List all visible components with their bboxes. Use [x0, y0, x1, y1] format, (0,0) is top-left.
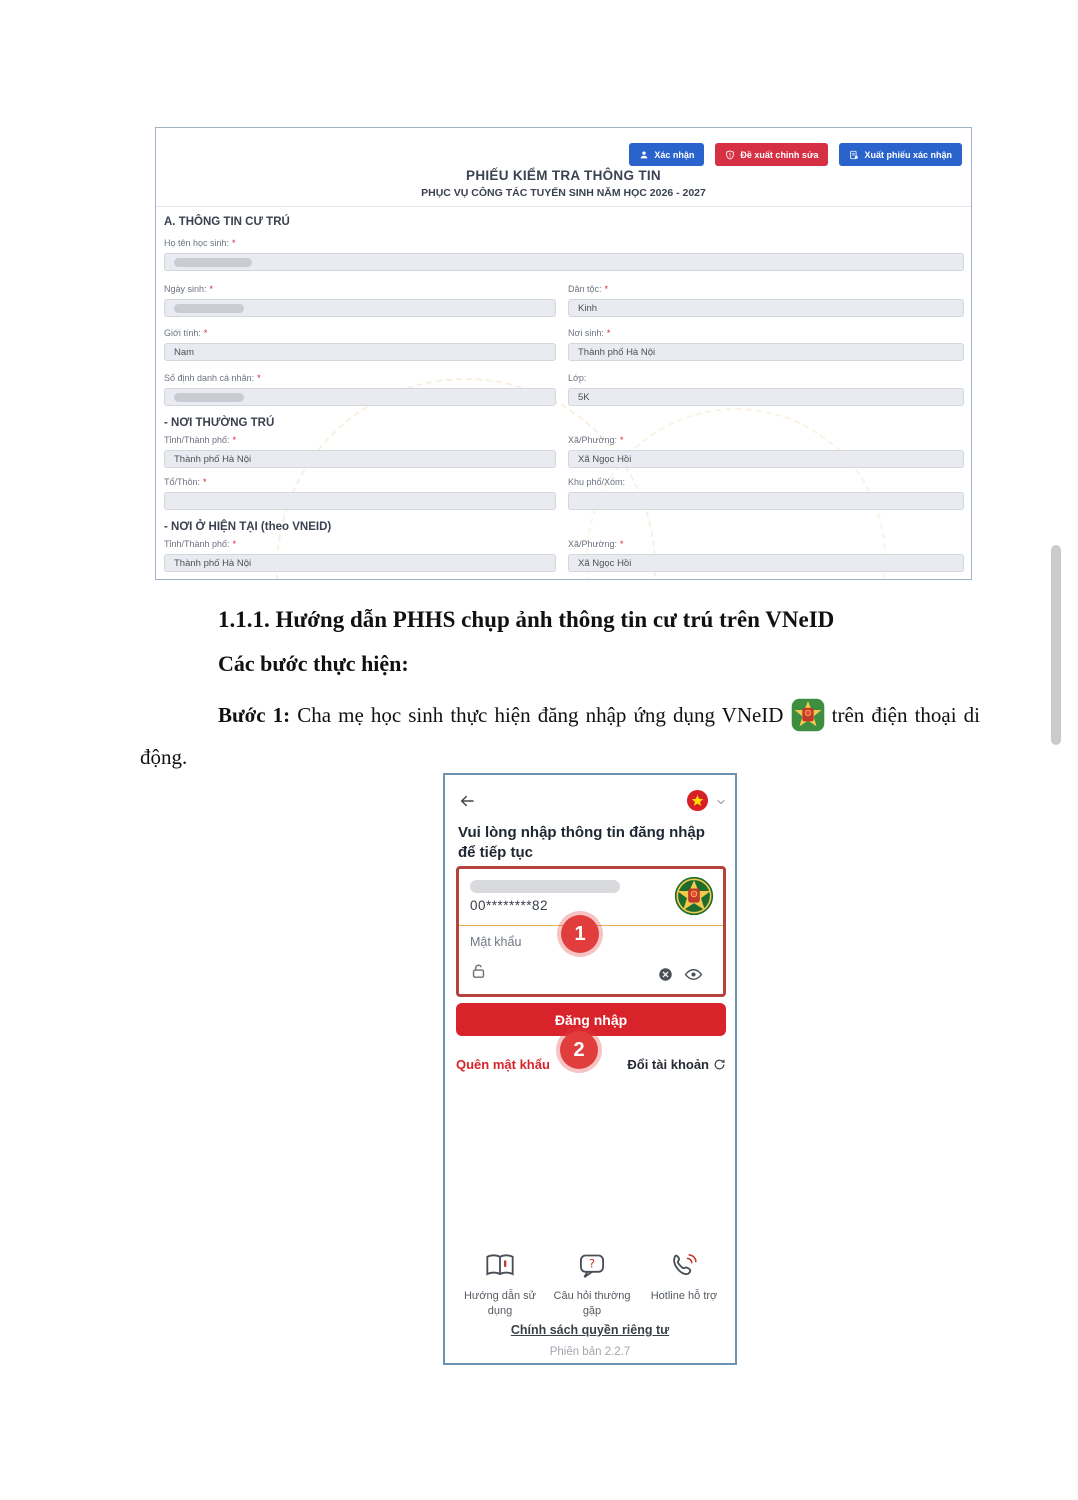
scrollbar-thumb[interactable]	[1051, 545, 1061, 745]
login-prompt: Vui lòng nhập thông tin đăng nhập để tiếp tục	[458, 824, 705, 861]
redacted-value	[174, 258, 252, 267]
field-label: Giới tính: *	[164, 328, 208, 338]
confirm-button[interactable]	[629, 143, 704, 166]
step1-label: Bước 1:	[218, 703, 291, 727]
section-permanent-header: - NƠI THƯỜNG TRÚ	[164, 417, 275, 429]
noi-sinh-input[interactable]: Thành phố Hà Nội	[568, 343, 964, 361]
annotation-badge-1: 1	[561, 915, 599, 953]
phone-footer	[459, 1253, 725, 1319]
vietnam-flag-icon	[686, 789, 709, 812]
question-bubble-icon	[578, 1253, 606, 1279]
back-button[interactable]	[458, 792, 476, 815]
divider	[156, 206, 971, 207]
export-slip-button-label: Xuất phiếu xác nhận	[864, 149, 952, 160]
form-subtitle: PHỤC VỤ CÔNG TÁC TUYỂN SINH NĂM HỌC 2026 - 2027	[421, 187, 706, 199]
suggest-edit-button-label: Đề xuất chỉnh sửa	[740, 149, 819, 160]
annotation-box-credentials	[456, 866, 726, 997]
section-a-header: A. THÔNG TIN CƯ TRÚ	[164, 216, 290, 228]
login-button[interactable]: Đăng nhập	[456, 1003, 726, 1036]
export-slip-button[interactable]	[839, 143, 962, 166]
vneid-app-icon	[791, 698, 825, 732]
section-current-header: - NƠI Ở HIỆN TẠI (theo VNEID)	[164, 521, 332, 533]
clear-input-icon[interactable]	[658, 967, 673, 987]
hotline-item[interactable]: Hotline hỗ trợ	[643, 1253, 725, 1319]
gioi-tinh-input[interactable]: Nam	[164, 343, 556, 361]
switch-account-link[interactable]: Đổi tài khoản	[627, 1057, 726, 1072]
field-label: Lớp:	[568, 373, 587, 383]
dan-toc-input[interactable]: Kinh	[568, 299, 964, 317]
form-toolbar	[629, 143, 962, 166]
section-heading: 1.1.1. Hướng dẫn PHHS chụp ảnh thông tin cư trú trên VNeID	[218, 607, 835, 632]
step1-paragraph: Bước 1: Cha mẹ học sinh thực hiện đăng nhập ứng dụng VNeID trên điện thoại di động.	[140, 694, 980, 778]
khu-pho-input[interactable]	[568, 492, 964, 510]
pt-xa-input[interactable]: Xã Ngọc Hồi	[568, 450, 964, 468]
chevron-down-icon[interactable]	[715, 795, 727, 813]
suggest-edit-button[interactable]	[715, 143, 828, 166]
phone-hotline-icon	[670, 1253, 698, 1279]
ho-ten-input[interactable]	[164, 253, 964, 271]
field-label: Số định danh cá nhân: *	[164, 373, 261, 383]
ngay-sinh-input[interactable]	[164, 299, 556, 317]
show-password-icon[interactable]	[684, 965, 703, 989]
export-document-icon	[849, 150, 859, 160]
form-screenshot	[155, 127, 972, 580]
person-icon	[639, 150, 649, 160]
user-guide-item[interactable]: Hướng dẫn sử dụng	[459, 1253, 541, 1319]
redacted-value	[174, 304, 244, 313]
annotation-badge-2: 2	[560, 1031, 598, 1069]
ct-xa-input[interactable]: Xã Ngọc Hồi	[568, 554, 964, 572]
field-label: Tỉnh/Thành phố: *	[164, 539, 237, 549]
vneid-logo-icon	[674, 876, 714, 921]
watermark-arc	[465, 773, 715, 805]
field-label: Ngày sinh: *	[164, 284, 214, 294]
to-thon-input[interactable]	[164, 492, 556, 510]
language-flag-button[interactable]	[686, 789, 709, 817]
field-label: Tỉnh/Thành phố: *	[164, 435, 237, 445]
field-label: Xã/Phường: *	[568, 539, 624, 549]
shield-alert-icon	[725, 150, 735, 160]
vneid-login-screenshot	[443, 773, 737, 1365]
redacted-name	[470, 880, 620, 893]
field-label: Xã/Phường: *	[568, 435, 624, 445]
refresh-icon	[713, 1058, 726, 1071]
redacted-value	[174, 393, 244, 402]
so-dinh-danh-input[interactable]	[164, 388, 556, 406]
field-label: Họ tên học sinh: *	[164, 238, 236, 248]
ct-tinh-input[interactable]: Thành phố Hà Nội	[164, 554, 556, 572]
field-label: Nơi sinh: *	[568, 328, 611, 338]
confirm-button-label: Xác nhận	[654, 149, 695, 160]
lock-icon	[470, 963, 487, 985]
masked-identifier: 00********82	[470, 898, 549, 913]
field-label: Dân tộc: *	[568, 284, 609, 294]
back-arrow-icon	[458, 792, 476, 810]
lop-input[interactable]: 5K	[568, 388, 964, 406]
forgot-password-link[interactable]: Quên mật khẩu	[456, 1057, 550, 1072]
book-icon	[485, 1253, 515, 1279]
privacy-policy-link[interactable]: Chính sách quyền riêng tư	[510, 1323, 670, 1337]
svg-text:?: ?	[588, 1256, 596, 1271]
faq-item[interactable]: ? Câu hỏi thường gặp	[551, 1253, 633, 1319]
password-label: Mật khẩu	[470, 935, 522, 949]
steps-subheading: Các bước thực hiện:	[218, 651, 409, 676]
form-title: PHIẾU KIỂM TRA THÔNG TIN	[466, 168, 661, 183]
pt-tinh-input[interactable]: Thành phố Hà Nội	[164, 450, 556, 468]
app-version: Phiên bản 2.2.7	[549, 1346, 631, 1358]
field-label: Tổ/Thôn: *	[164, 477, 207, 487]
field-label: Khu phố/Xóm:	[568, 477, 626, 487]
